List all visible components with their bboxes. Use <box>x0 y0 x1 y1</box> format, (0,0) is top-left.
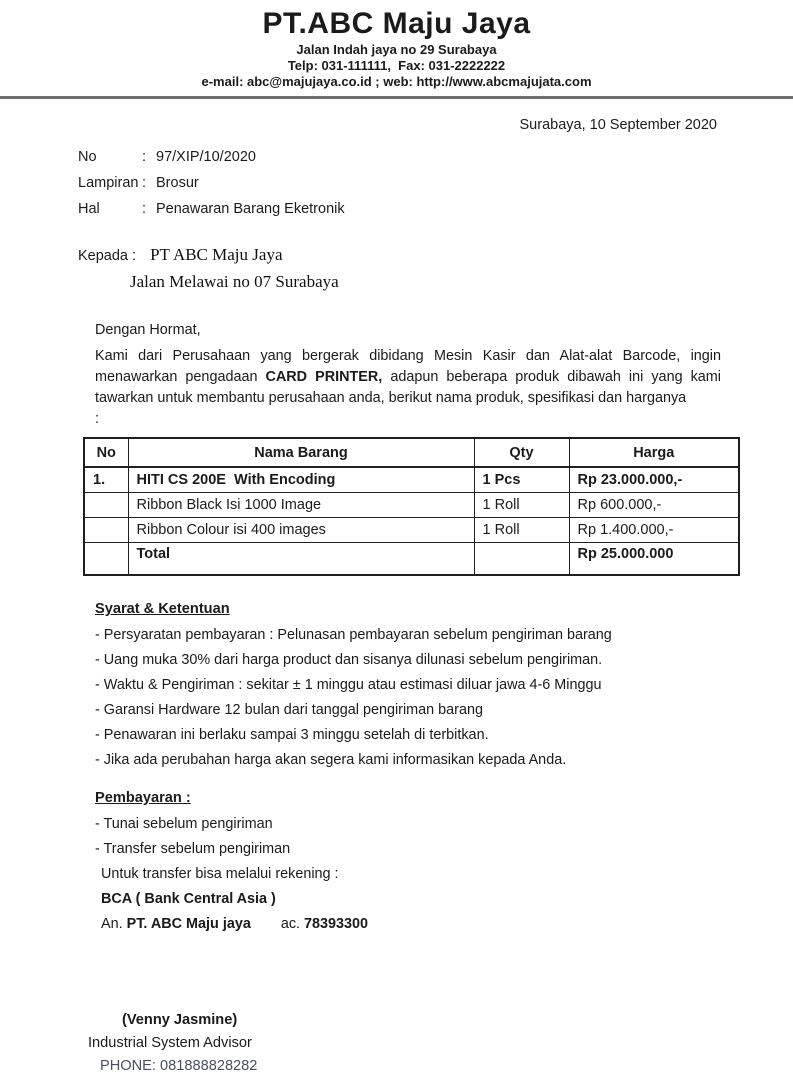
terms-item: - Penawaran ini berlaku sampai 3 minggu setelah di terbitkan. <box>95 727 489 743</box>
recipient-address-line <box>130 269 793 296</box>
cell-total-label: Total <box>128 543 474 576</box>
cell-name: Ribbon Colour isi 400 images <box>128 518 474 543</box>
intro-text-2: adapun beberapa produk dibawah ini yang kami tawarkan untuk membantu perusahaan anda, berikut nama produk, spesifikasi dan harganya <box>95 369 721 406</box>
table-header-row <box>84 438 739 467</box>
terms-item: - Garansi Hardware 12 bulan dari tanggal pengiriman barang <box>95 702 483 718</box>
meta-row-no <box>78 144 793 170</box>
recipient-block <box>78 242 793 296</box>
letterhead <box>0 0 793 90</box>
cell-name: Ribbon Black Isi 1000 Image <box>128 493 474 518</box>
cell-total-price: Rp 25.000.000 <box>569 543 739 576</box>
table-row <box>84 467 739 493</box>
cell-price: Rp 23.000.000,- <box>569 467 739 493</box>
attachment-value: Brosur <box>156 175 199 191</box>
meta-label-hal: Hal <box>78 201 100 217</box>
recipient-label: Kepada : <box>78 248 137 264</box>
recipient-address: Jalan Melawai no 07 Surabaya <box>130 272 339 291</box>
header-harga: Harga <box>569 438 739 467</box>
terms-item: - Waktu & Pengiriman : sekitar ± 1 minggu atau estimasi diluar jawa 4-6 Minggu <box>95 677 602 693</box>
cell-qty: 1 Roll <box>474 518 569 543</box>
items-table <box>83 437 740 576</box>
letterhead-divider <box>0 96 793 99</box>
letter-number: 97/XIP/10/2020 <box>156 149 256 165</box>
company-email-web: e-mail: abc@majujaya.co.id ; web: http://www.abcmajujata.com <box>201 74 592 89</box>
meta-label-no: No <box>78 149 97 165</box>
meta-label-lampiran: Lampiran <box>78 175 139 191</box>
cell-no <box>84 518 128 543</box>
cell-qty: 1 Roll <box>474 493 569 518</box>
account-ac-label: ac. <box>280 916 301 932</box>
salutation: Dengan Hormat, <box>95 322 201 338</box>
cell-price: Rp 1.400.000,- <box>569 518 739 543</box>
terms-item: - Uang muka 30% dari harga product dan sisanya dilunasi sebelum pengiriman. <box>95 652 603 668</box>
terms-heading: Syarat & Ketentuan <box>95 601 230 617</box>
cell-no: 1. <box>84 467 128 493</box>
table-row <box>84 518 739 543</box>
subject-value: Penawaran Barang Eketronik <box>156 201 345 217</box>
header-qty: Qty <box>474 438 569 467</box>
account-holder-name: PT. ABC Maju jaya <box>126 916 251 932</box>
intro-paragraph <box>95 346 721 409</box>
signatory-title: Industrial System Advisor <box>88 1035 252 1051</box>
intro-text-1: Kami dari Perusahaan yang bergerak dibidang Mesin Kasir dan Alat-alat Barcode, ingin menawarkan pengadaan <box>95 348 721 385</box>
payment-item: - Tunai sebelum pengiriman <box>95 816 273 832</box>
cell-name: HITI CS 200E With Encoding <box>128 467 474 493</box>
recipient-name: PT ABC Maju Jaya <box>150 245 283 264</box>
meta-colon: : <box>142 175 147 191</box>
letter-meta <box>78 144 793 222</box>
header-no: No <box>84 438 128 467</box>
cell-no <box>84 493 128 518</box>
cell-no <box>84 543 128 576</box>
cell-qty <box>474 543 569 576</box>
cell-price: Rp 600.000,- <box>569 493 739 518</box>
terms-item: - Jika ada perubahan harga akan segera kami informasikan kepada Anda. <box>95 752 567 768</box>
cell-qty: 1 Pcs <box>474 467 569 493</box>
terms-item: - Persyaratan pembayaran : Pelunasan pembayaran sebelum pengiriman barang <box>95 627 612 643</box>
intro-trailing-colon: : <box>95 411 99 427</box>
account-number: 78393300 <box>304 916 369 932</box>
date-line: Surabaya, 10 September 2020 <box>519 117 717 133</box>
company-name: PT.ABC Maju Jaya <box>262 7 531 40</box>
intro-bold-product: CARD PRINTER, <box>265 369 383 385</box>
payment-section <box>95 788 793 937</box>
meta-row-lampiran <box>78 170 793 196</box>
recipient-line <box>78 242 793 269</box>
bank-name: BCA ( Bank Central Asia ) <box>101 891 276 907</box>
account-line <box>95 912 793 937</box>
signatory-name: (Venny Jasmine) <box>122 1012 238 1028</box>
terms-section <box>95 599 793 773</box>
signature-block <box>88 1009 793 1078</box>
meta-row-hal <box>78 196 793 222</box>
meta-colon: : <box>142 201 147 217</box>
payment-item: - Transfer sebelum pengiriman <box>95 841 291 857</box>
table-total-row <box>84 543 739 576</box>
table-row <box>84 493 739 518</box>
account-an-label: An. <box>101 916 123 932</box>
company-phone-fax: Telp: 031-111111, Fax: 031-2222222 <box>287 58 506 73</box>
header-nama-barang: Nama Barang <box>128 438 474 467</box>
payment-heading: Pembayaran : <box>95 790 191 806</box>
meta-colon: : <box>142 149 147 165</box>
payment-transfer-note: Untuk transfer bisa melalui rekening : <box>101 866 339 882</box>
company-address: Jalan Indah jaya no 29 Surabaya <box>296 42 497 57</box>
signatory-phone: PHONE: 081888828282 <box>100 1058 258 1074</box>
